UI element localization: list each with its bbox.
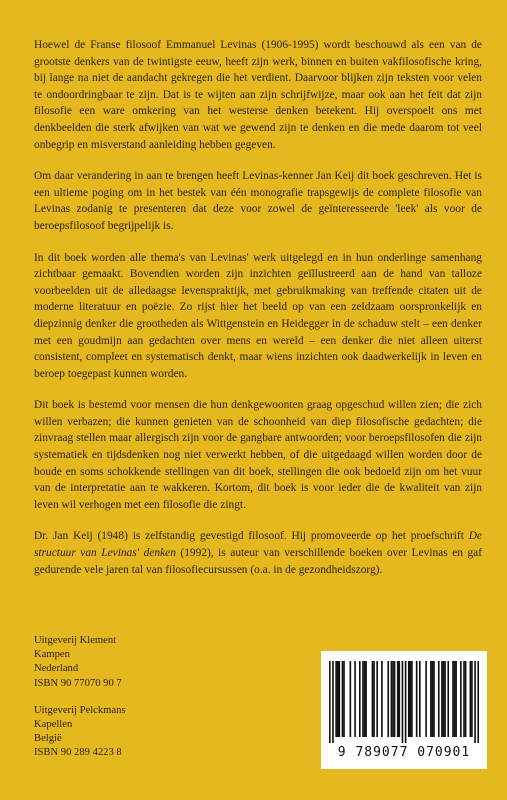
barcode-bar [376, 661, 378, 737]
publisher-isbn: ISBN 90 289 4223 8 [34, 747, 122, 759]
publisher-country: België [34, 733, 62, 745]
blurb-text [34, 37, 482, 578]
barcode-bar [438, 661, 440, 737]
barcode-bar [411, 661, 413, 737]
barcode-bars [329, 661, 479, 743]
publisher-name: Uitgeverij Pelckmans [34, 704, 126, 716]
barcode-bar [372, 661, 374, 737]
barcode-bar [402, 661, 404, 743]
barcode-bar [470, 661, 472, 737]
barcode-bar [335, 661, 337, 737]
barcode-bar [430, 661, 432, 737]
barcode-bar [397, 661, 399, 737]
publisher-city: Kapellen [34, 719, 73, 731]
barcode-bar [408, 661, 410, 737]
blurb-paragraph-3: In dit boek worden alle thema's van Levinas' werk uitgelegd en in hun onderlinge samenhang zichtbaar gemaakt. Bovendien worden zijn inzichten geïllustreerd aan de hand van talloze voorbeelden uit de alledaagse levenspraktijk, met gebruikmaking van treffende citaten uit de moderne literatuur en poëzie. Zo rijst hier het beeld op van een zeldzaam oorspronkelijk en diepzinnig denker die grootheden als Wittgenstein en Heidegger in de schaduw stelt – een denker met een goudmijn aan gedachten over mens en wereld – een denker die niet alleen uiterst consistent, compleet en systematisch denkt, maar wiens inzichten ook daadwerkelijk in leven en beroep toegepast kunnen worden. [34, 251, 482, 380]
barcode-bar [362, 661, 364, 737]
publisher-isbn: ISBN 90 77070 90 7 [34, 677, 122, 689]
barcode-bar [416, 661, 418, 737]
barcode-bar [465, 661, 467, 737]
barcode-bar [419, 661, 421, 737]
barcode-bar [455, 661, 457, 737]
barcode-bar [359, 661, 361, 737]
barcode-bar [441, 661, 443, 737]
author-bio [34, 528, 482, 578]
barcode-bar [373, 661, 375, 737]
barcode-bar [354, 661, 356, 737]
barcode-bar [387, 661, 389, 737]
barcode-bar [474, 661, 476, 743]
publisher-pelckmans [34, 704, 254, 761]
barcode-bar [425, 661, 427, 737]
publisher-info [34, 634, 254, 774]
author-bio-intro: Dr. Jan Keij (1948) is zelfstandig gevestigd filosoof. Hij promoveerde op het proefschrift [34, 530, 469, 543]
author-bio-rest: (1992), is auteur van verschillende boeken over Levinas en gaf gedurende vele jaren tal van filosofiecursussen (o.a. in de gezondheidszorg). [34, 547, 483, 576]
barcode-bar [337, 661, 339, 737]
barcode-bar [460, 661, 462, 737]
publisher-city: Kampen [34, 649, 70, 661]
barcode-bar [332, 661, 334, 743]
barcode-bar [452, 661, 454, 737]
barcode-bar [381, 661, 383, 737]
barcode-bar [444, 661, 446, 737]
barcode-bar [477, 661, 479, 743]
barcode-bar [454, 661, 456, 737]
barcode-bar [463, 661, 465, 737]
barcode-bar [343, 661, 345, 737]
barcode-number: 9 789077 070901 [337, 745, 471, 760]
barcode-bar [364, 661, 366, 737]
barcode-bar [329, 661, 331, 743]
barcode-bar [447, 661, 449, 737]
publisher-klement [34, 634, 254, 691]
barcode-bar [471, 661, 473, 737]
barcode-bar [432, 661, 434, 737]
barcode-bar [433, 661, 435, 737]
isbn-barcode [321, 651, 487, 769]
barcode-bar [391, 661, 393, 737]
barcode-bar [365, 661, 367, 737]
barcode-bar [410, 661, 412, 737]
barcode-bar [405, 661, 407, 743]
barcode-bar [394, 661, 396, 737]
barcode-bar [342, 661, 344, 737]
publisher-name: Uitgeverij Klement [34, 635, 117, 646]
dissertation-title: De structuur van Levinas' denken [34, 530, 482, 560]
barcode-bar [398, 661, 400, 737]
publisher-country: Nederland [34, 663, 79, 675]
barcode-bar [350, 661, 352, 737]
blurb-paragraph-4: Dit boek is bestemd voor mensen die hun denkgewoonten graag opgeschud willen zien; die zich willen verbazen; die kunnen genieten van de schoonheid van diep filosofische gedachten; die zinvraag stellen maar allergisch zijn voor de gangbare antwoorden; voor beroepsfilosofen die zijn systematiek en tijdsdenken nog niet verwerkt hebben, of die uitgedaagd willen worden door de boude en soms schokkende stellingen van dit boek, stellingen die ook bedoeld zijn om het vuur van de interpretatie aan te wakkeren. Kortom, dit boek is voor ieder die de kwaliteit van zijn leven wil verhogen met een filosofie die zingt. [34, 399, 482, 511]
barcode-bar [443, 661, 445, 737]
barcode-bar [338, 661, 340, 737]
barcode-bar [392, 661, 394, 737]
blurb-paragraph-2: Om daar verandering in aan te brengen heeft Levinas-kenner Jan Keij dit boek geschreven. Het is een ultieme poging om in het bestek van één monografie trapsgewijs de complete filosofie van Levinas zodanig te presenteren dat deze voor zowel de geïnteresseerde 'leek' als voor de beroepsfilosoof begrijpelijk is. [34, 170, 482, 232]
blurb-paragraph-1: Hoewel de Franse filosoof Emmanuel Levinas (1906-1995) wordt beschouwd als een van de grootste denkers van de twintigste eeuw, heeft zijn werk, binnen en buiten vakfilosofische kring, bij lange na niet de aandacht gekregen die het verdient. Daarvoor blijken zijn teksten voor velen te ondoordringbaar te zijn. Dat is te wijten aan zijn schrijfwijze, maar ook aan het feit dat zijn filosofie een ware omkering van het westerse denken betekent. Hij overspoelt ons met denkbeelden die sterk afwijken van wat we gewend zijn te denken en die mede daarom tot veel onbegrip en misverstand aanleiding hebben gegeven. [34, 39, 482, 151]
